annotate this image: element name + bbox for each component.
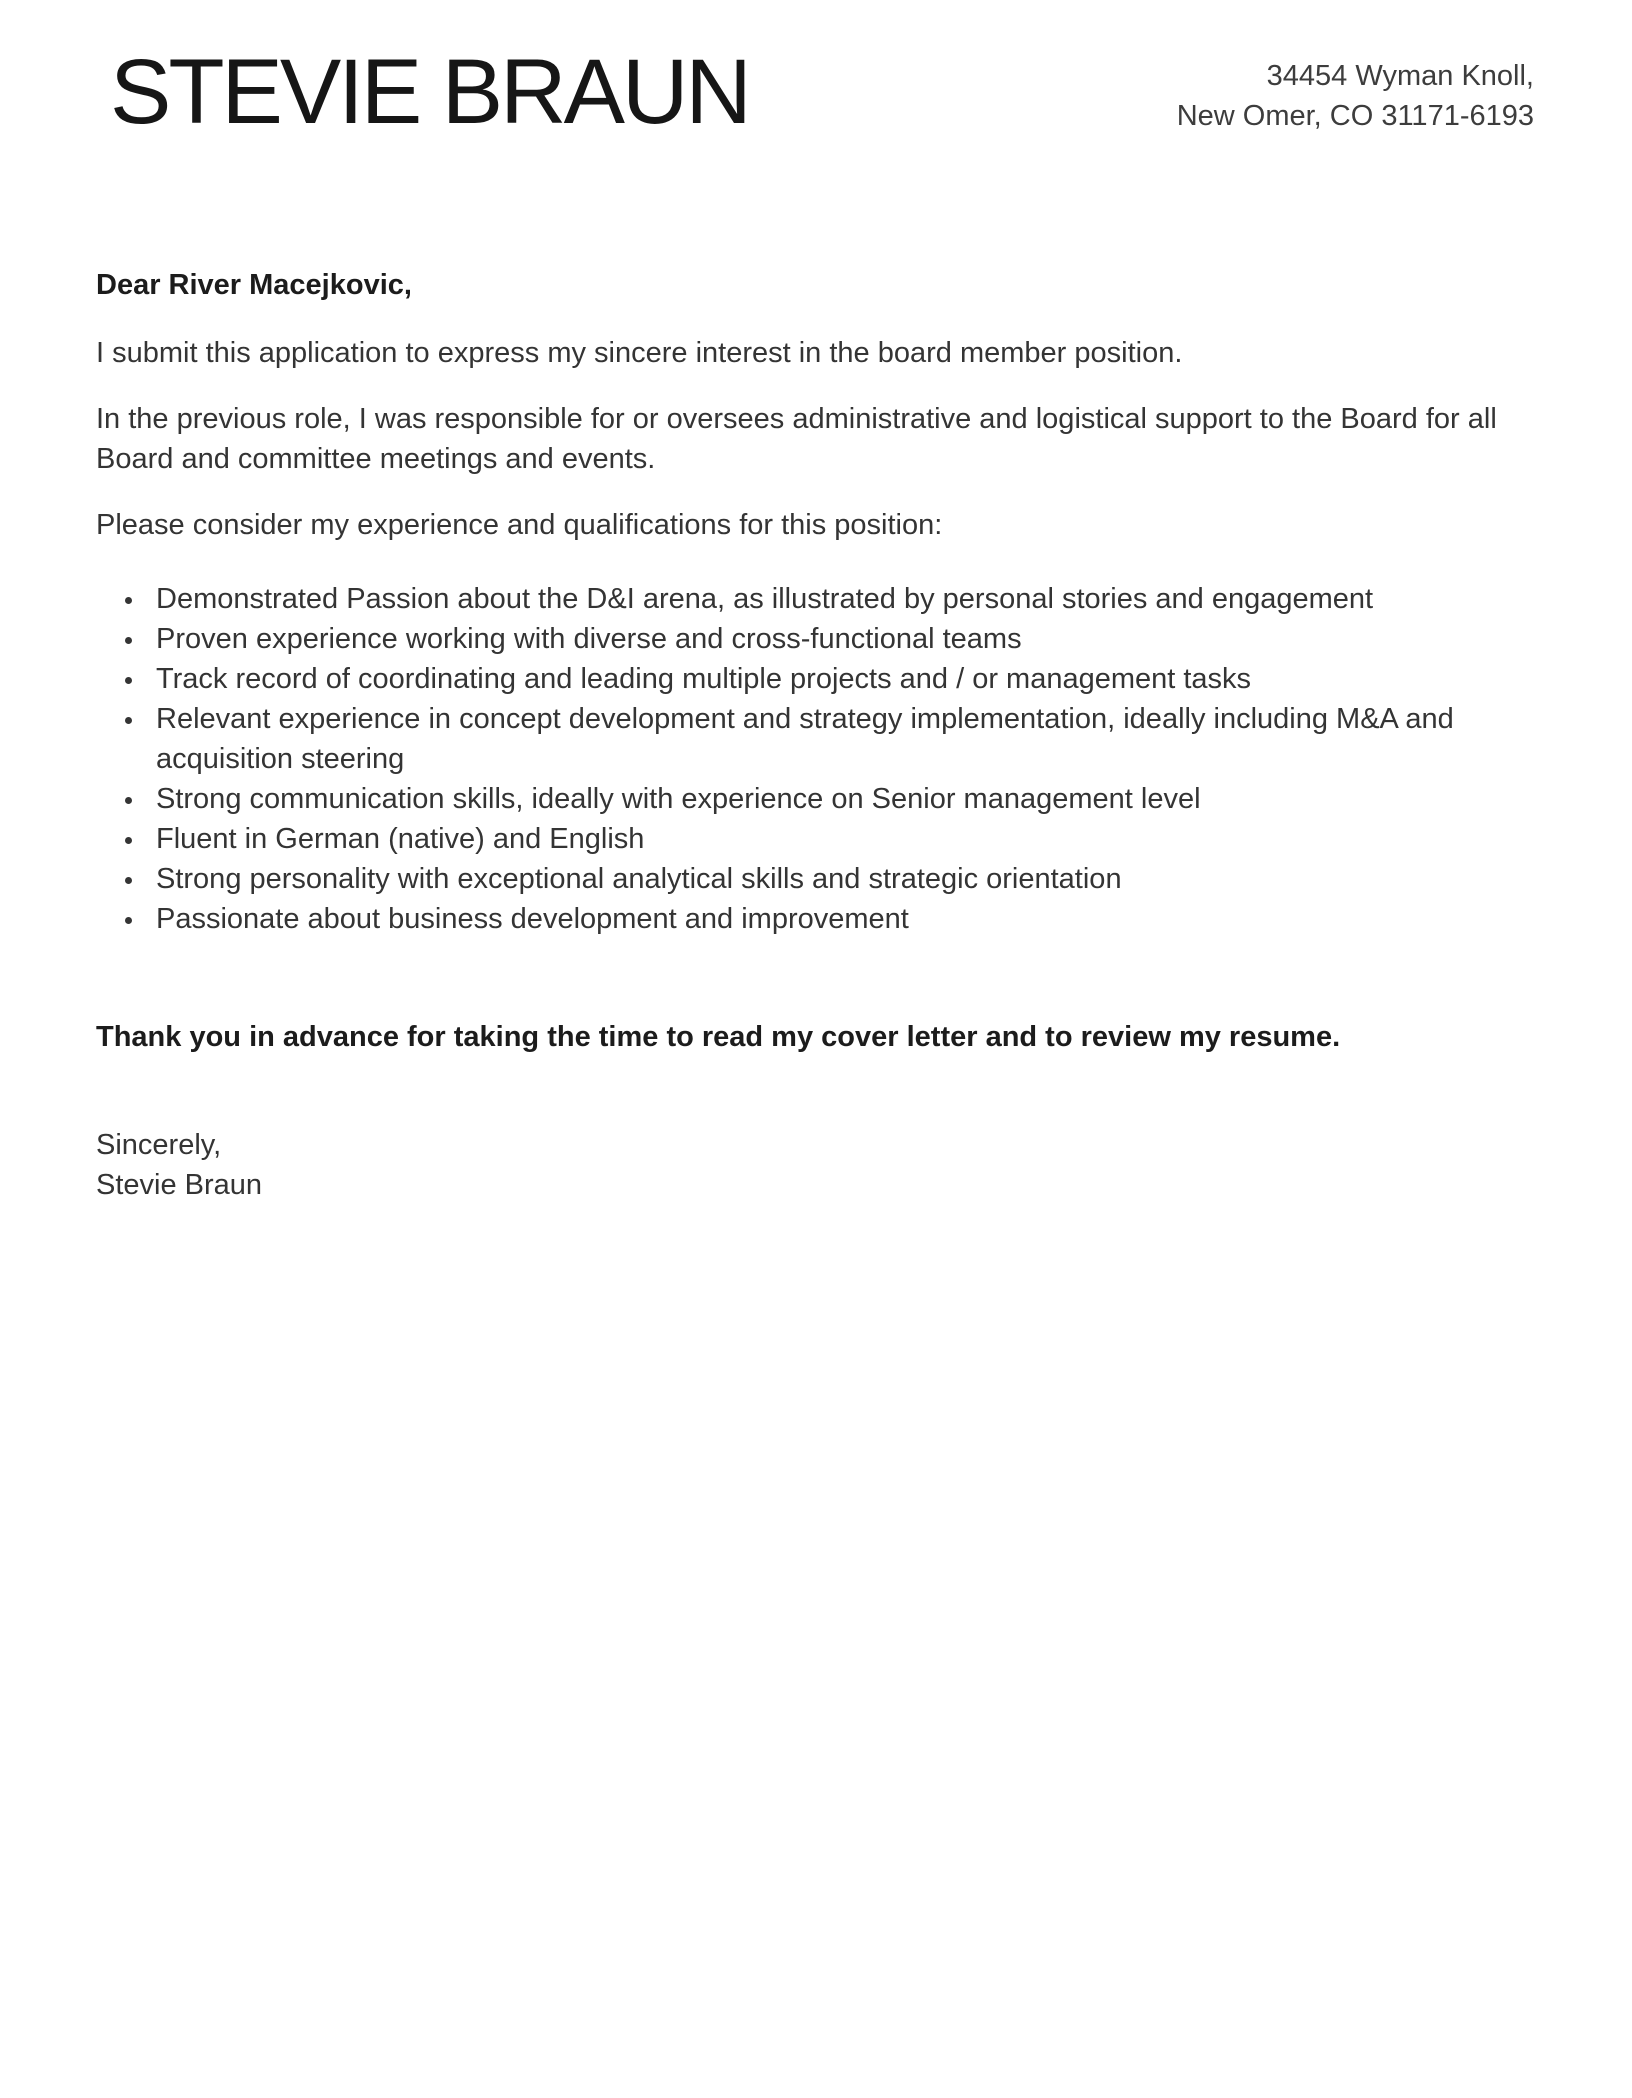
letter-header xyxy=(96,41,1534,143)
sender-name-heading: STEVIE BRAUN xyxy=(110,41,749,143)
qualification-item: • Relevant experience in concept development and strategy implementation, ideally including M&A and acquisition steering xyxy=(146,699,1534,779)
paragraph-consider: Please consider my experience and qualifications for this position: xyxy=(96,509,943,542)
qualification-item: • Demonstrated Passion about the D&I arena, as illustrated by personal stories and engagement xyxy=(146,579,1534,619)
sender-address xyxy=(1177,56,1534,136)
signoff-block xyxy=(96,1125,1534,1205)
qualification-item: • Passionate about business development and improvement xyxy=(146,899,1534,939)
qualification-item: • Fluent in German (native) and English xyxy=(146,819,1534,859)
qualification-item: • Strong communication skills, ideally with experience on Senior management level xyxy=(146,779,1534,819)
address-line-1: 34454 Wyman Knoll, xyxy=(1266,60,1534,92)
salutation: Dear River Macejkovic, xyxy=(96,269,412,302)
qualification-item: • Proven experience working with diverse and cross-functional teams xyxy=(146,619,1534,659)
qualifications-list xyxy=(96,579,1534,939)
qualification-item: • Track record of coordinating and leading multiple projects and / or management tasks xyxy=(146,659,1534,699)
letter-body xyxy=(96,265,1534,1205)
paragraph-previous-role: In the previous role, I was responsible for or oversees administrative and logistical support to the Board for all Board and committee meetings and events. xyxy=(96,403,1497,476)
signoff: Sincerely, xyxy=(96,1129,222,1162)
closing-statement: Thank you in advance for taking the time to read my cover letter and to review my resume. xyxy=(96,1021,1341,1054)
signature-name: Stevie Braun xyxy=(96,1169,263,1202)
paragraph-intro: I submit this application to express my sincere interest in the board member position. xyxy=(96,337,1183,370)
qualification-item: • Strong personality with exceptional analytical skills and strategic orientation xyxy=(146,859,1534,899)
address-line-2: New Omer, CO 31171-6193 xyxy=(1176,100,1534,132)
